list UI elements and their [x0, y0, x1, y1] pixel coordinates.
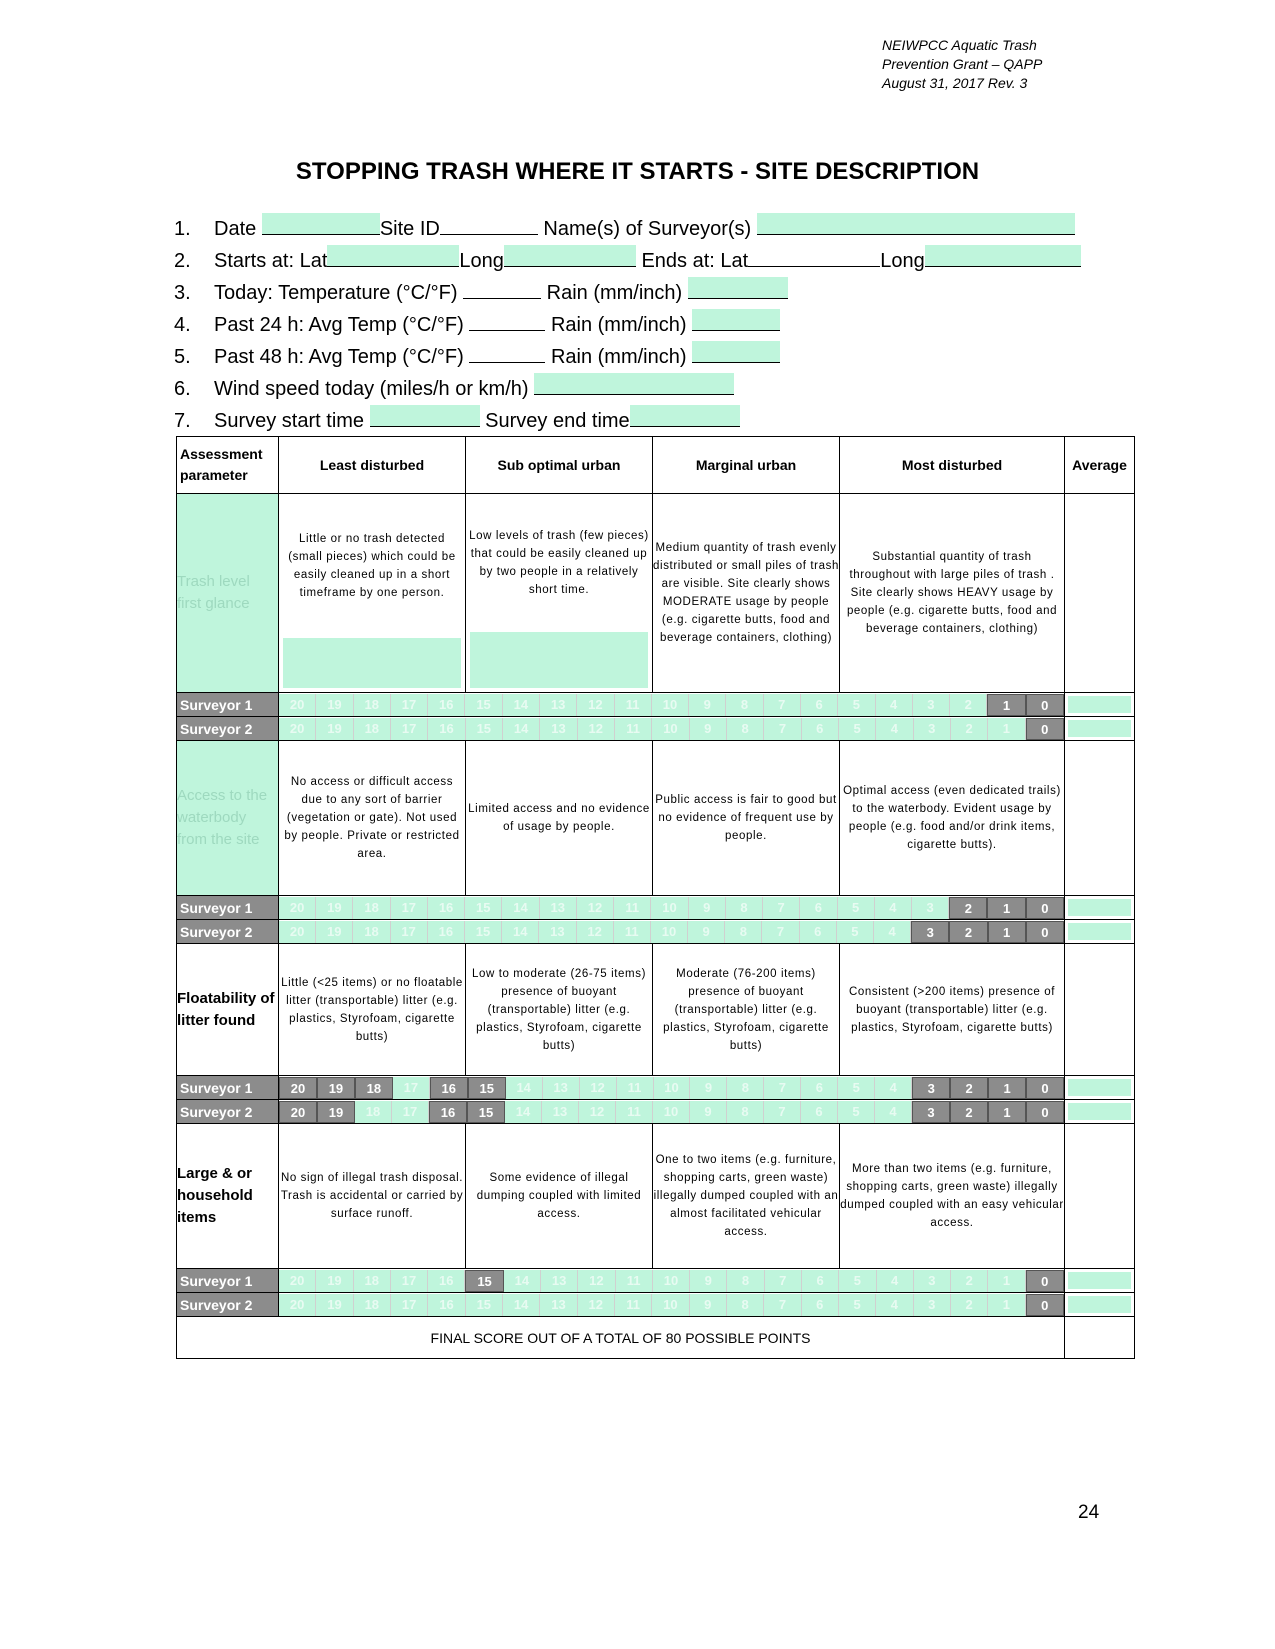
- score-option-16[interactable]: 16: [428, 1294, 465, 1316]
- param-large-items: Large & or household items: [177, 1124, 279, 1269]
- float-surveyor-1-scores: [279, 1076, 1065, 1100]
- row-large-items: [177, 1124, 1135, 1269]
- line-number: 3.: [174, 282, 191, 304]
- score-option-20[interactable]: 20: [279, 1077, 317, 1099]
- score-option-4[interactable]: 4: [877, 1270, 914, 1292]
- final-score-field[interactable]: [1065, 1317, 1135, 1359]
- score-option-0[interactable]: 0: [1026, 1294, 1064, 1316]
- score-option-1[interactable]: 1: [988, 1294, 1025, 1316]
- score-option-5[interactable]: 5: [839, 1270, 876, 1292]
- score-option-9[interactable]: 9: [690, 718, 727, 740]
- score-option-19[interactable]: 19: [316, 897, 353, 919]
- float-surveyor-2-scores: [279, 1100, 1065, 1124]
- score-option-5[interactable]: 5: [837, 921, 874, 943]
- final-score-label: FINAL SCORE OUT OF A TOTAL OF 80 POSSIBLE POINTS: [177, 1317, 1065, 1359]
- score-option-14[interactable]: 14: [506, 1077, 543, 1099]
- score-option-8[interactable]: 8: [727, 718, 764, 740]
- score-option-17[interactable]: 17: [391, 921, 428, 943]
- score-option-20[interactable]: 20: [279, 718, 316, 740]
- header-assessment-parameter: Assessment parameter: [177, 437, 279, 494]
- score-option-12[interactable]: 12: [578, 1294, 615, 1316]
- document-header: [882, 36, 1182, 93]
- score-option-8[interactable]: 8: [727, 1270, 764, 1292]
- surveyor-2-label: Surveyor 2: [177, 920, 279, 944]
- line-number: 5.: [174, 346, 191, 368]
- score-option-11[interactable]: 11: [615, 718, 652, 740]
- today-temp-label: Today: Temperature (°C/°F): [214, 282, 458, 304]
- score-option-0[interactable]: 0: [1026, 897, 1064, 919]
- score-option-17[interactable]: 17: [391, 897, 428, 919]
- line-number: 1.: [174, 218, 191, 240]
- score-option-6[interactable]: 6: [800, 897, 837, 919]
- score-option-18[interactable]: 18: [355, 1101, 392, 1123]
- score-option-11[interactable]: 11: [616, 1270, 653, 1292]
- float-marginal-desc: Moderate (76-200 items) presence of buoyant (transportable) litter (e.g. plastics, Styrofoam, cigarette butts): [653, 944, 840, 1076]
- trash-surveyor-1-scores: [279, 693, 1065, 717]
- score-option-5[interactable]: 5: [838, 897, 875, 919]
- score-option-6[interactable]: 6: [801, 1101, 838, 1123]
- score-option-10[interactable]: 10: [651, 897, 688, 919]
- avg-floatability[interactable]: [1065, 944, 1135, 1076]
- form-line-5: [174, 341, 1174, 373]
- avg-trash-s1[interactable]: [1065, 693, 1135, 717]
- score-option-13[interactable]: 13: [540, 897, 577, 919]
- score-option-14[interactable]: 14: [503, 694, 540, 716]
- score-option-2[interactable]: 2: [950, 1101, 988, 1123]
- header-most-disturbed: Most disturbed: [840, 437, 1065, 494]
- avg-large-s2[interactable]: [1065, 1293, 1135, 1317]
- avg-trash-s2[interactable]: [1065, 717, 1135, 741]
- line-number: 4.: [174, 314, 191, 336]
- access-suboptimal-desc: Limited access and no evidence of usage by people.: [466, 741, 653, 896]
- score-option-7[interactable]: 7: [763, 897, 800, 919]
- score-option-17[interactable]: 17: [391, 694, 428, 716]
- trash-most-desc: Substantial quantity of trash throughout with large piles of trash . Site clearly shows HEAVY usage by people (e.g. cigarette butts, food and beverage containers, clothing): [840, 494, 1065, 693]
- score-option-14[interactable]: 14: [503, 1294, 540, 1316]
- score-option-3[interactable]: 3: [912, 897, 949, 919]
- large-most-desc: More than two items (e.g. furniture, shopping carts, green waste) illegally dumped coupled with an easy vehicular access.: [840, 1124, 1065, 1269]
- score-option-18[interactable]: 18: [353, 897, 390, 919]
- score-option-7[interactable]: 7: [765, 1270, 802, 1292]
- trash-surveyor-1-row: [177, 693, 1135, 717]
- float-suboptimal-desc: Low to moderate (26-75 items) presence of buoyant (transportable) litter (e.g. plastics, Styrofoam, cigarette butts): [466, 944, 653, 1076]
- score-option-18[interactable]: 18: [354, 694, 391, 716]
- score-option-10[interactable]: 10: [653, 1101, 690, 1123]
- trash-surveyor-2-row: [177, 717, 1135, 741]
- today-rain-field[interactable]: [688, 277, 788, 299]
- score-option-10[interactable]: 10: [651, 921, 688, 943]
- large-suboptimal-desc: Some evidence of illegal dumping coupled with limited access.: [466, 1124, 653, 1269]
- access-surveyor-2-scores: [279, 920, 1065, 944]
- score-option-7[interactable]: 7: [762, 921, 799, 943]
- score-option-17[interactable]: 17: [391, 1294, 428, 1316]
- avg-float-s1[interactable]: [1065, 1076, 1135, 1100]
- score-option-14[interactable]: 14: [504, 1270, 541, 1292]
- score-option-20[interactable]: 20: [279, 897, 316, 919]
- end-time-label: Survey end time: [485, 410, 630, 432]
- score-option-20[interactable]: 20: [279, 694, 316, 716]
- start-long-label: Long: [459, 250, 504, 272]
- score-option-16[interactable]: 16: [428, 1270, 465, 1292]
- row-trash-level: [177, 494, 1135, 693]
- surveyor-1-label: Surveyor 1: [177, 896, 279, 920]
- score-option-1[interactable]: 1: [987, 897, 1025, 919]
- start-time-label: Survey start time: [214, 410, 365, 432]
- float-surveyor-2-row: [177, 1100, 1135, 1124]
- score-option-13[interactable]: 13: [539, 921, 576, 943]
- avg-access-s2[interactable]: [1065, 920, 1135, 944]
- header-least-disturbed: Least disturbed: [279, 437, 466, 494]
- score-option-20[interactable]: 20: [279, 1270, 316, 1292]
- score-option-3[interactable]: 3: [914, 718, 951, 740]
- avg-access[interactable]: [1065, 741, 1135, 896]
- start-long-field[interactable]: [504, 245, 636, 267]
- score-option-12[interactable]: 12: [579, 1101, 616, 1123]
- score-option-10[interactable]: 10: [652, 1294, 689, 1316]
- score-option-7[interactable]: 7: [764, 1294, 801, 1316]
- large-surveyor-1-row: [177, 1269, 1135, 1293]
- surveyor-1-label: Surveyor 1: [177, 1269, 279, 1293]
- score-option-20[interactable]: 20: [279, 1101, 317, 1123]
- end-long-label: Long: [880, 250, 925, 272]
- access-surveyor-2-row: [177, 920, 1135, 944]
- score-option-12[interactable]: 12: [577, 897, 614, 919]
- surveyor-2-label: Surveyor 2: [177, 1100, 279, 1124]
- header-sub-optimal-urban: Sub optimal urban: [466, 437, 653, 494]
- header-marginal-urban: Marginal urban: [653, 437, 840, 494]
- score-option-17[interactable]: 17: [391, 718, 428, 740]
- trash-least-fill[interactable]: [283, 638, 461, 688]
- score-option-16[interactable]: 16: [430, 1077, 468, 1099]
- start-lat-field[interactable]: [327, 245, 459, 267]
- score-option-16[interactable]: 16: [428, 897, 465, 919]
- date-field[interactable]: [262, 213, 380, 235]
- avg-large-s1[interactable]: [1065, 1269, 1135, 1293]
- score-option-16[interactable]: 16: [429, 1101, 467, 1123]
- score-option-1[interactable]: 1: [988, 1101, 1026, 1123]
- avg-float-s2[interactable]: [1065, 1100, 1135, 1124]
- score-option-13[interactable]: 13: [543, 1077, 580, 1099]
- table-header-row: [177, 437, 1135, 494]
- score-option-5[interactable]: 5: [839, 1294, 876, 1316]
- score-option-8[interactable]: 8: [725, 921, 762, 943]
- score-option-15[interactable]: 15: [465, 921, 502, 943]
- score-option-7[interactable]: 7: [764, 1077, 801, 1099]
- access-marginal-desc: Public access is fair to good but no evidence of frequent use by people.: [653, 741, 840, 896]
- score-option-16[interactable]: 16: [428, 921, 465, 943]
- site-id-field[interactable]: [440, 213, 538, 235]
- score-option-2[interactable]: 2: [951, 1270, 988, 1292]
- score-option-17[interactable]: 17: [393, 1077, 430, 1099]
- score-option-2[interactable]: 2: [950, 1077, 988, 1099]
- score-option-20[interactable]: 20: [279, 921, 316, 943]
- score-option-15[interactable]: 15: [465, 897, 502, 919]
- score-option-11[interactable]: 11: [617, 1077, 654, 1099]
- score-option-14[interactable]: 14: [502, 921, 539, 943]
- score-option-18[interactable]: 18: [355, 1077, 393, 1099]
- score-option-6[interactable]: 6: [802, 1270, 839, 1292]
- today-temp-field[interactable]: [463, 277, 541, 299]
- score-option-18[interactable]: 18: [354, 1270, 391, 1292]
- score-option-16[interactable]: 16: [428, 718, 465, 740]
- score-option-3[interactable]: 3: [914, 1270, 951, 1292]
- score-option-19[interactable]: 19: [316, 921, 353, 943]
- line-number: 7.: [174, 410, 191, 432]
- header-line-1: NEIWPCC Aquatic Trash: [882, 37, 1037, 53]
- header-line-2: Prevention Grant – QAPP: [882, 56, 1043, 72]
- header-average: Average: [1065, 437, 1135, 494]
- score-option-2[interactable]: 2: [951, 1294, 988, 1316]
- surveyor-names-field[interactable]: [757, 213, 1075, 235]
- score-option-18[interactable]: 18: [354, 1294, 391, 1316]
- score-option-3[interactable]: 3: [913, 694, 950, 716]
- end-lat-label: Ends at: Lat: [641, 250, 749, 272]
- past24-temp-label: Past 24 h: Avg Temp (°C/°F): [214, 314, 464, 336]
- final-score-row: [177, 1317, 1135, 1359]
- score-option-8[interactable]: 8: [726, 694, 763, 716]
- score-option-0[interactable]: 0: [1026, 1101, 1064, 1123]
- score-option-18[interactable]: 18: [354, 718, 391, 740]
- score-option-14[interactable]: 14: [503, 718, 540, 740]
- access-surveyor-1-row: [177, 896, 1135, 920]
- score-option-13[interactable]: 13: [540, 694, 577, 716]
- trash-suboptimal-fill[interactable]: [470, 632, 648, 688]
- row-floatability: [177, 944, 1135, 1076]
- score-option-4[interactable]: 4: [876, 694, 913, 716]
- score-option-1[interactable]: 1: [988, 921, 1026, 943]
- score-option-0[interactable]: 0: [1026, 694, 1064, 716]
- form-line-7: [174, 405, 1174, 437]
- today-rain-label: Rain (mm/inch): [546, 282, 683, 304]
- desc-cell: [279, 494, 466, 693]
- start-time-field[interactable]: [370, 405, 480, 427]
- form-line-2: [174, 245, 1174, 277]
- site-info-form: [174, 213, 1174, 437]
- page-title: STOPPING TRASH WHERE IT STARTS - SITE DESCRIPTION: [295, 158, 980, 185]
- past24-temp-field[interactable]: [469, 309, 545, 331]
- avg-access-s1[interactable]: [1065, 896, 1135, 920]
- row-access: [177, 741, 1135, 896]
- past48-temp-field[interactable]: [469, 341, 545, 363]
- score-option-0[interactable]: 0: [1026, 1270, 1064, 1292]
- score-option-7[interactable]: 7: [764, 718, 801, 740]
- score-option-13[interactable]: 13: [541, 1270, 578, 1292]
- end-time-field[interactable]: [630, 405, 740, 427]
- score-option-19[interactable]: 19: [317, 1077, 355, 1099]
- score-option-0[interactable]: 0: [1026, 921, 1064, 943]
- wind-speed-label: Wind speed today (miles/h or km/h): [214, 378, 529, 400]
- past48-temp-label: Past 48 h: Avg Temp (°C/°F): [214, 346, 464, 368]
- score-option-11[interactable]: 11: [614, 921, 651, 943]
- score-option-12[interactable]: 12: [577, 694, 614, 716]
- score-option-10[interactable]: 10: [652, 694, 689, 716]
- param-access: Access to the waterbody from the site: [177, 741, 279, 896]
- score-option-13[interactable]: 13: [540, 718, 577, 740]
- past24-rain-field[interactable]: [692, 309, 780, 331]
- score-option-7[interactable]: 7: [764, 1101, 801, 1123]
- score-option-4[interactable]: 4: [874, 921, 911, 943]
- score-option-15[interactable]: 15: [465, 1270, 503, 1292]
- large-least-desc: No sign of illegal trash disposal. Trash is accidental or carried by surface runoff.: [279, 1124, 466, 1269]
- score-option-1[interactable]: 1: [987, 694, 1025, 716]
- avg-trash-level[interactable]: [1065, 494, 1135, 693]
- score-option-6[interactable]: 6: [802, 718, 839, 740]
- float-surveyor-1-row: [177, 1076, 1135, 1100]
- score-option-11[interactable]: 11: [615, 1294, 652, 1316]
- score-option-11[interactable]: 11: [614, 897, 651, 919]
- form-line-6: [174, 373, 1174, 405]
- score-option-2[interactable]: 2: [951, 718, 988, 740]
- score-option-0[interactable]: 0: [1026, 718, 1064, 740]
- score-option-1[interactable]: 1: [988, 1077, 1026, 1099]
- desc-cell: [466, 494, 653, 693]
- score-option-17[interactable]: 17: [391, 1270, 428, 1292]
- score-option-14[interactable]: 14: [505, 1101, 542, 1123]
- past48-rain-field[interactable]: [692, 341, 780, 363]
- score-option-19[interactable]: 19: [316, 718, 353, 740]
- score-option-9[interactable]: 9: [690, 1294, 727, 1316]
- past48-rain-label: Rain (mm/inch): [550, 346, 687, 368]
- assessment-table: [176, 436, 1135, 1359]
- score-option-11[interactable]: 11: [616, 1101, 653, 1123]
- score-option-6[interactable]: 6: [801, 1077, 838, 1099]
- score-option-7[interactable]: 7: [764, 694, 801, 716]
- score-option-12[interactable]: 12: [577, 921, 614, 943]
- score-option-9[interactable]: 9: [690, 1077, 727, 1099]
- score-option-5[interactable]: 5: [839, 718, 876, 740]
- score-option-5[interactable]: 5: [838, 694, 875, 716]
- score-option-12[interactable]: 12: [578, 1270, 615, 1292]
- score-option-4[interactable]: 4: [875, 1101, 912, 1123]
- score-option-3[interactable]: 3: [914, 1294, 951, 1316]
- large-surveyor-2-row: [177, 1293, 1135, 1317]
- score-option-8[interactable]: 8: [727, 1077, 764, 1099]
- score-option-11[interactable]: 11: [615, 694, 652, 716]
- score-option-9[interactable]: 9: [689, 694, 726, 716]
- site-id-label: Site ID: [379, 218, 440, 240]
- end-long-field[interactable]: [925, 245, 1081, 267]
- score-option-8[interactable]: 8: [727, 1101, 764, 1123]
- form-line-1: [174, 213, 1174, 245]
- trash-suboptimal-desc: Low levels of trash (few pieces) that could be easily cleaned up by two people in a relatively short time.: [469, 530, 649, 596]
- trash-surveyor-2-scores: [279, 717, 1065, 741]
- large-surveyor-1-scores: [279, 1269, 1065, 1293]
- score-option-10[interactable]: 10: [652, 718, 689, 740]
- surveyor-2-label: Surveyor 2: [177, 717, 279, 741]
- score-option-8[interactable]: 8: [727, 1294, 764, 1316]
- score-option-4[interactable]: 4: [875, 897, 912, 919]
- score-option-2[interactable]: 2: [949, 897, 987, 919]
- score-option-1[interactable]: 1: [988, 718, 1025, 740]
- score-option-15[interactable]: 15: [465, 694, 502, 716]
- score-option-9[interactable]: 9: [689, 897, 726, 919]
- score-option-6[interactable]: 6: [801, 694, 838, 716]
- line-number: 6.: [174, 378, 191, 400]
- score-option-15[interactable]: 15: [466, 718, 503, 740]
- header-line-3: August 31, 2017 Rev. 3: [882, 75, 1028, 91]
- trash-marginal-desc: Medium quantity of trash evenly distributed or small piles of trash are visible. Site clearly shows MODERATE usage by people (e.g. cigarette butts, food and beverage containers, clothing): [653, 494, 840, 693]
- score-option-10[interactable]: 10: [654, 1077, 691, 1099]
- score-option-3[interactable]: 3: [911, 921, 949, 943]
- float-least-desc: Little (<25 items) or no floatable litter (transportable) litter (e.g. plastics, Styrofoam, cigarette butts): [279, 944, 466, 1076]
- date-label: Date: [214, 218, 257, 240]
- score-option-10[interactable]: 10: [653, 1270, 690, 1292]
- score-option-18[interactable]: 18: [353, 921, 390, 943]
- score-option-9[interactable]: 9: [690, 1101, 727, 1123]
- score-option-4[interactable]: 4: [876, 1294, 913, 1316]
- score-option-17[interactable]: 17: [392, 1101, 429, 1123]
- access-least-desc: No access or difficult access due to any sort of barrier (vegetation or gate). Not used by people. Private or restricted area.: [279, 741, 466, 896]
- score-option-19[interactable]: 19: [316, 1270, 353, 1292]
- score-option-19[interactable]: 19: [317, 1101, 355, 1123]
- score-option-19[interactable]: 19: [316, 694, 353, 716]
- score-option-3[interactable]: 3: [912, 1101, 950, 1123]
- page-number: 24: [1078, 1502, 1100, 1523]
- score-option-3[interactable]: 3: [912, 1077, 950, 1099]
- access-surveyor-1-scores: [279, 896, 1065, 920]
- form-line-3: [174, 277, 1174, 309]
- score-option-5[interactable]: 5: [838, 1077, 875, 1099]
- surveyor-names-label: Name(s) of Surveyor(s): [543, 218, 752, 240]
- score-option-0[interactable]: 0: [1026, 1077, 1064, 1099]
- access-most-desc: Optimal access (even dedicated trails) to the waterbody. Evident usage by people (e.g. food and/or drink items, cigarette butts).: [840, 741, 1065, 896]
- score-option-15[interactable]: 15: [468, 1077, 506, 1099]
- score-option-16[interactable]: 16: [428, 694, 465, 716]
- score-option-12[interactable]: 12: [578, 718, 615, 740]
- avg-large-items[interactable]: [1065, 1124, 1135, 1269]
- surveyor-2-label: Surveyor 2: [177, 1293, 279, 1317]
- score-option-2[interactable]: 2: [950, 694, 987, 716]
- float-most-desc: Consistent (>200 items) presence of buoyant (transportable) litter (e.g. plastics, Styrofoam, cigarette butts): [840, 944, 1065, 1076]
- line-number: 2.: [174, 250, 191, 272]
- surveyor-1-label: Surveyor 1: [177, 693, 279, 717]
- param-floatability: Floatability of litter found: [177, 944, 279, 1076]
- past24-rain-label: Rain (mm/inch): [550, 314, 687, 336]
- end-lat-field[interactable]: [748, 245, 880, 267]
- score-option-13[interactable]: 13: [542, 1101, 579, 1123]
- score-option-4[interactable]: 4: [876, 718, 913, 740]
- score-option-13[interactable]: 13: [540, 1294, 577, 1316]
- score-option-4[interactable]: 4: [875, 1077, 912, 1099]
- score-option-1[interactable]: 1: [988, 1270, 1025, 1292]
- surveyor-1-label: Surveyor 1: [177, 1076, 279, 1100]
- large-marginal-desc: One to two items (e.g. furniture, shopping carts, green waste) illegally dumped coupled with an almost facilitated vehicular access.: [653, 1124, 840, 1269]
- large-surveyor-2-scores: [279, 1293, 1065, 1317]
- score-option-2[interactable]: 2: [949, 921, 987, 943]
- score-option-6[interactable]: 6: [800, 921, 837, 943]
- score-option-5[interactable]: 5: [838, 1101, 875, 1123]
- score-option-12[interactable]: 12: [580, 1077, 617, 1099]
- form-line-4: [174, 309, 1174, 341]
- score-option-9[interactable]: 9: [688, 921, 725, 943]
- score-option-8[interactable]: 8: [726, 897, 763, 919]
- trash-least-desc: Little or no trash detected (small pieces) which could be easily cleaned up in a short timeframe by one person.: [288, 533, 456, 599]
- score-option-20[interactable]: 20: [279, 1294, 316, 1316]
- start-lat-label: Starts at: Lat: [214, 250, 328, 272]
- score-option-9[interactable]: 9: [690, 1270, 727, 1292]
- score-option-15[interactable]: 15: [467, 1101, 505, 1123]
- score-option-14[interactable]: 14: [502, 897, 539, 919]
- score-option-6[interactable]: 6: [802, 1294, 839, 1316]
- param-trash-level: Trash level first glance: [177, 494, 279, 693]
- score-option-15[interactable]: 15: [466, 1294, 503, 1316]
- wind-speed-field[interactable]: [534, 373, 734, 395]
- score-option-19[interactable]: 19: [316, 1294, 353, 1316]
